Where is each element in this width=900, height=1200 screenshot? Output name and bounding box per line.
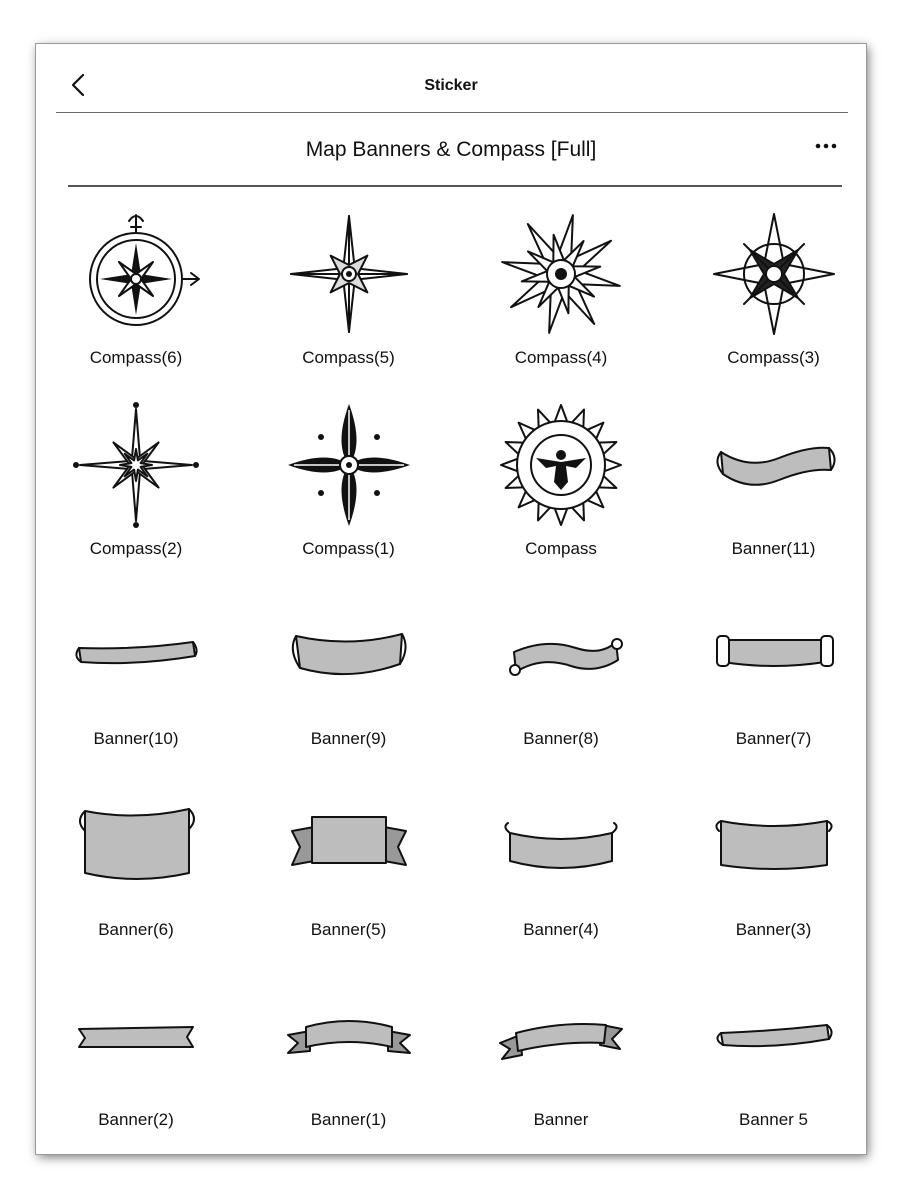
banner-arc-icon xyxy=(491,781,631,911)
banner-folded-icon xyxy=(279,781,419,911)
compass-dial-icon xyxy=(66,209,206,339)
more-options-icon[interactable] xyxy=(812,136,840,156)
compass-eagle-icon xyxy=(491,400,631,530)
sticker-label: Banner(10) xyxy=(93,729,179,748)
compass-petal-icon xyxy=(279,400,419,530)
banner-parchment-icon xyxy=(66,781,206,911)
sticker-item[interactable] xyxy=(461,575,661,760)
sticker-label: Banner 5 xyxy=(739,1110,808,1129)
banner-flat-icon xyxy=(66,971,206,1101)
sticker-item[interactable] xyxy=(461,766,661,951)
sticker-label: Banner(11) xyxy=(731,538,816,558)
banner-curl-icon xyxy=(279,590,419,720)
compass-sparkle-icon xyxy=(66,400,206,530)
sticker-label: Banner xyxy=(533,1110,589,1129)
sticker-label: Banner(5) xyxy=(310,919,387,939)
sticker-item[interactable] xyxy=(249,766,449,951)
sticker-item[interactable] xyxy=(249,385,449,570)
compass-star-icon xyxy=(279,209,419,339)
sticker-item[interactable] xyxy=(461,956,661,1141)
sticker-label: Banner(3) xyxy=(735,919,812,939)
sticker-item[interactable] xyxy=(36,194,236,379)
sticker-window xyxy=(36,44,866,1154)
sticker-label: Compass(2) xyxy=(89,538,183,558)
sticker-item[interactable] xyxy=(36,575,236,760)
banner-thin-icon xyxy=(66,590,206,720)
sticker-item[interactable] xyxy=(36,766,236,951)
sticker-item[interactable] xyxy=(461,385,661,570)
banner-scroll-icon xyxy=(704,590,844,720)
sticker-label: Compass(4) xyxy=(514,348,608,367)
sticker-label: Compass xyxy=(525,538,597,558)
sticker-label: Compass(1) xyxy=(302,538,395,558)
sticker-item[interactable] xyxy=(674,766,867,951)
sticker-item[interactable] xyxy=(674,956,867,1141)
sticker-label: Banner(4) xyxy=(523,919,599,939)
sticker-label: Compass(6) xyxy=(89,348,183,367)
compass-ornate-icon xyxy=(704,209,844,339)
header-divider xyxy=(56,112,848,113)
sticker-item[interactable] xyxy=(461,194,661,379)
title-divider xyxy=(68,185,842,187)
sticker-label: Banner(7) xyxy=(735,729,812,748)
app-title: Sticker xyxy=(424,77,478,94)
sticker-item[interactable] xyxy=(674,575,867,760)
banner-wavy-tailed-icon xyxy=(491,971,631,1101)
sticker-item[interactable] xyxy=(249,575,449,760)
sticker-label: Compass(5) xyxy=(302,348,395,367)
sticker-item[interactable] xyxy=(674,194,867,379)
sticker-item[interactable] xyxy=(36,385,236,570)
compass-sun-icon xyxy=(491,209,631,339)
banner-wide-icon xyxy=(704,781,844,911)
sticker-label: Banner(9) xyxy=(310,729,387,748)
sticker-label: Banner(2) xyxy=(98,1110,174,1129)
sticker-item[interactable] xyxy=(674,385,867,570)
pack-title: Map Banners & Compass [Full] xyxy=(305,138,597,161)
sticker-label: Banner(1) xyxy=(310,1110,387,1129)
sticker-label: Banner(6) xyxy=(98,919,174,939)
sticker-label: Banner(8) xyxy=(523,729,599,748)
banner-ribbon-icon xyxy=(491,590,631,720)
sticker-item[interactable] xyxy=(249,194,449,379)
sticker-item[interactable] xyxy=(249,956,449,1141)
banner-tailed-icon xyxy=(279,971,419,1101)
banner-wave-icon xyxy=(704,400,844,530)
banner-slim-icon xyxy=(704,971,844,1101)
sticker-item[interactable] xyxy=(36,956,236,1141)
sticker-label: Compass(3) xyxy=(727,348,820,367)
top-bar xyxy=(36,44,866,114)
